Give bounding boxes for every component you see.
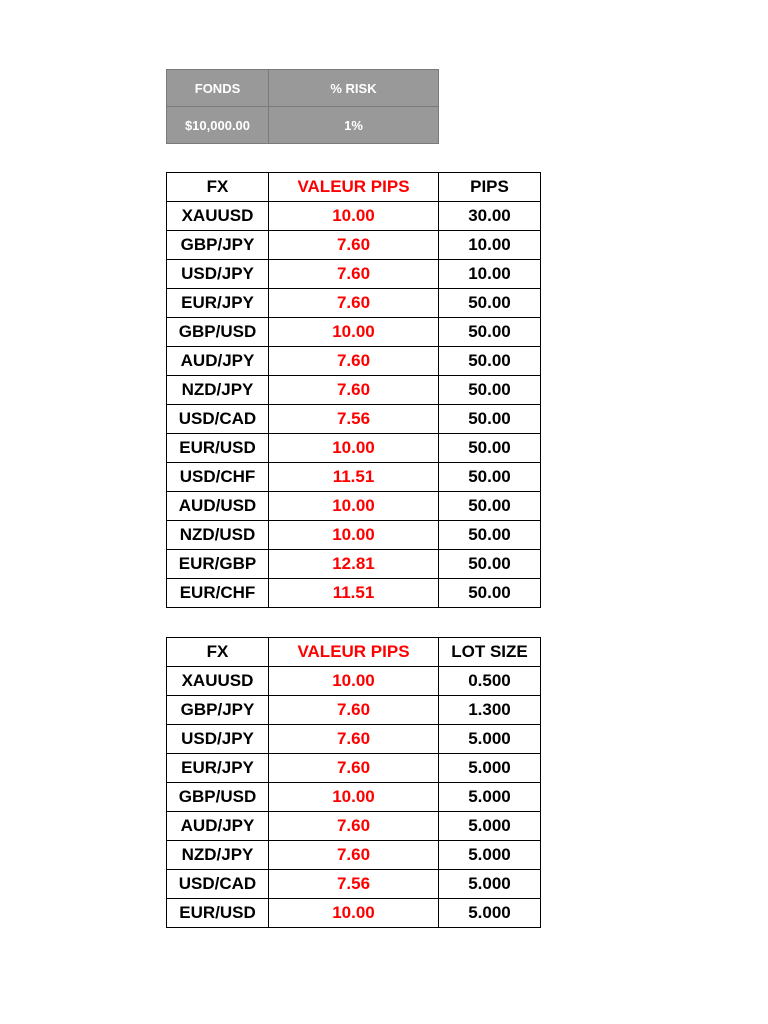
table-row [167,405,541,434]
table-row [167,347,541,376]
fund-value-risk: 1% [269,107,439,144]
table-row [167,841,541,870]
cell-fx: EUR/CHF [167,579,269,608]
table-row [167,260,541,289]
cell-pips: 10.00 [439,260,541,289]
table-row [167,550,541,579]
cell-pips: 30.00 [439,202,541,231]
pips-header-pips: PIPS [439,173,541,202]
cell-pips: 50.00 [439,521,541,550]
fund-header-risk: % RISK [269,70,439,107]
cell-pips: 50.00 [439,463,541,492]
cell-fx: NZD/JPY [167,376,269,405]
cell-fx: USD/CAD [167,405,269,434]
lot-header-lot-size: LOT SIZE [439,638,541,667]
cell-valeur-pips: 11.51 [269,463,439,492]
fund-value-row [167,107,439,144]
fund-value-amount: $10,000.00 [167,107,269,144]
cell-pips: 50.00 [439,492,541,521]
cell-fx: EUR/JPY [167,754,269,783]
table-row [167,725,541,754]
cell-fx: XAUUSD [167,667,269,696]
cell-valeur-pips: 10.00 [269,492,439,521]
table-row [167,231,541,260]
cell-pips: 50.00 [439,347,541,376]
cell-lot-size: 5.000 [439,899,541,928]
cell-valeur-pips: 7.60 [269,841,439,870]
table-row [167,579,541,608]
table-row [167,463,541,492]
cell-valeur-pips: 7.60 [269,376,439,405]
cell-valeur-pips: 7.60 [269,231,439,260]
cell-lot-size: 5.000 [439,841,541,870]
cell-fx: GBP/USD [167,318,269,347]
cell-pips: 50.00 [439,550,541,579]
cell-valeur-pips: 7.56 [269,405,439,434]
cell-fx: USD/CAD [167,870,269,899]
lot-table-body [167,667,541,928]
cell-pips: 50.00 [439,405,541,434]
cell-pips: 10.00 [439,231,541,260]
lot-table [166,637,541,928]
cell-fx: AUD/JPY [167,812,269,841]
pips-header-row [167,173,541,202]
cell-fx: EUR/USD [167,434,269,463]
table-row [167,812,541,841]
cell-valeur-pips: 10.00 [269,783,439,812]
cell-lot-size: 5.000 [439,725,541,754]
cell-valeur-pips: 10.00 [269,318,439,347]
fund-header-row [167,70,439,107]
cell-valeur-pips: 7.60 [269,725,439,754]
cell-lot-size: 1.300 [439,696,541,725]
cell-valeur-pips: 10.00 [269,667,439,696]
table-row [167,492,541,521]
cell-lot-size: 5.000 [439,754,541,783]
lot-header-valeur: VALEUR PIPS [269,638,439,667]
cell-lot-size: 5.000 [439,783,541,812]
table-row [167,318,541,347]
cell-lot-size: 5.000 [439,870,541,899]
cell-fx: EUR/JPY [167,289,269,318]
cell-fx: AUD/USD [167,492,269,521]
fund-header-fonds: FONDS [167,70,269,107]
fund-table [166,69,439,144]
cell-fx: GBP/JPY [167,231,269,260]
cell-fx: EUR/USD [167,899,269,928]
cell-pips: 50.00 [439,434,541,463]
table-row [167,521,541,550]
cell-fx: GBP/USD [167,783,269,812]
cell-fx: XAUUSD [167,202,269,231]
cell-fx: USD/JPY [167,725,269,754]
pips-header-valeur: VALEUR PIPS [269,173,439,202]
cell-valeur-pips: 7.60 [269,696,439,725]
pips-table-body [167,202,541,608]
cell-valeur-pips: 7.56 [269,870,439,899]
cell-valeur-pips: 12.81 [269,550,439,579]
cell-valeur-pips: 10.00 [269,434,439,463]
cell-valeur-pips: 7.60 [269,754,439,783]
cell-lot-size: 0.500 [439,667,541,696]
cell-fx: GBP/JPY [167,696,269,725]
lot-header-row [167,638,541,667]
cell-pips: 50.00 [439,579,541,608]
table-row [167,202,541,231]
cell-valeur-pips: 10.00 [269,899,439,928]
cell-valeur-pips: 10.00 [269,521,439,550]
cell-pips: 50.00 [439,318,541,347]
table-row [167,870,541,899]
table-row [167,754,541,783]
cell-fx: NZD/JPY [167,841,269,870]
table-row [167,667,541,696]
cell-lot-size: 5.000 [439,812,541,841]
cell-valeur-pips: 7.60 [269,347,439,376]
cell-valeur-pips: 11.51 [269,579,439,608]
pips-table [166,172,541,608]
cell-pips: 50.00 [439,289,541,318]
cell-fx: USD/JPY [167,260,269,289]
cell-valeur-pips: 7.60 [269,289,439,318]
cell-fx: NZD/USD [167,521,269,550]
pips-header-fx: FX [167,173,269,202]
table-row [167,783,541,812]
cell-fx: AUD/JPY [167,347,269,376]
table-row [167,289,541,318]
cell-fx: EUR/GBP [167,550,269,579]
lot-header-fx: FX [167,638,269,667]
table-row [167,434,541,463]
table-row [167,376,541,405]
cell-valeur-pips: 7.60 [269,260,439,289]
cell-valeur-pips: 7.60 [269,812,439,841]
table-row [167,899,541,928]
cell-pips: 50.00 [439,376,541,405]
table-row [167,696,541,725]
cell-fx: USD/CHF [167,463,269,492]
cell-valeur-pips: 10.00 [269,202,439,231]
